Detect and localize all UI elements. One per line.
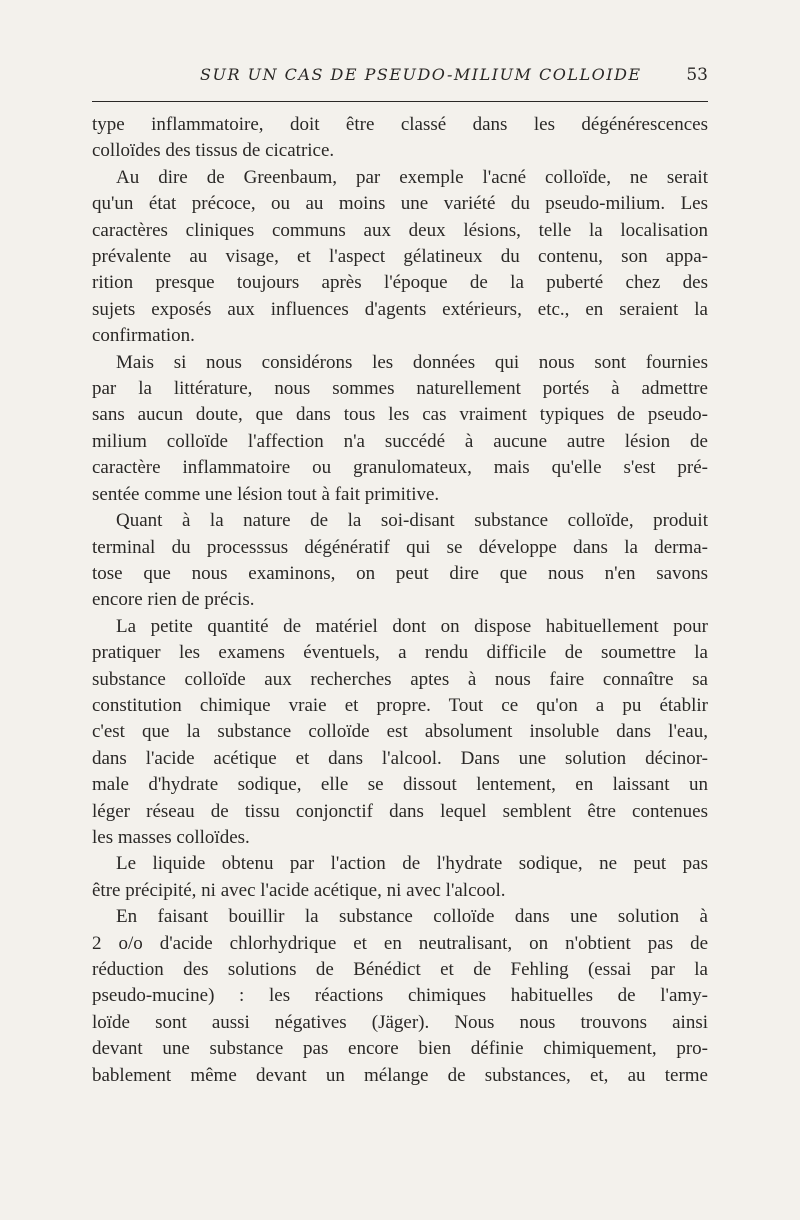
text-line: pseudo-mucine) : les réactions chimiques habituelles de l'amy- [92, 985, 708, 1007]
text-line: par la littérature, nous sommes naturellement portés à admettre [92, 378, 708, 400]
text-line: encore rien de précis. [92, 589, 255, 611]
text-line: sans aucun doute, que dans tous les cas vraiment typiques de pseudo- [92, 404, 708, 426]
text-line: type inflammatoire, doit être classé dans les dégénérescences [92, 114, 708, 135]
text-line: sujets exposés aux influences d'agents extérieurs, etc., en seraient la [92, 298, 708, 320]
body-text [92, 112, 708, 1089]
text-line: caractères cliniques communs aux deux lésions, telle la localisation [92, 219, 708, 241]
text-line: Le liquide obtenu par l'action de l'hydrate sodique, ne peut pas [116, 853, 708, 875]
text-line: les masses colloïdes. [92, 826, 250, 848]
page-number: 53 [686, 65, 708, 85]
text-line: Quant à la nature de la soi-disant substance colloïde, produit [116, 510, 708, 532]
text-line: La petite quantité de matériel dont on dispose habituellement pour [116, 615, 708, 637]
running-title: SUR UN CAS DE PSEUDO-MILIUM COLLOIDE [200, 65, 642, 84]
running-header [92, 65, 708, 93]
text-line: terminal du processsus dégénératif qui se développe dans la derma- [92, 536, 708, 558]
text-line: pratiquer les examens éventuels, a rendu difficile de soumettre la [92, 642, 708, 664]
text-line: dans l'acide acétique et dans l'alcool. Dans une solution décinor- [92, 747, 708, 769]
text-line: devant une substance pas encore bien définie chimiquement, pro- [92, 1038, 708, 1060]
text-line: colloïdes des tissus de cicatrice. [92, 140, 335, 162]
text-line: prévalente au visage, et l'aspect gélatineux du contenu, son appa- [92, 246, 708, 268]
text-line: caractère inflammatoire ou granulomateux, mais qu'elle s'est pré- [92, 457, 708, 479]
text-line: loïde sont aussi négatives (Jäger). Nous nous trouvons ainsi [92, 1011, 708, 1033]
text-line: rition presque toujours après l'époque de la puberté chez des [92, 272, 708, 294]
text-line: 2 o/o d'acide chlorhydrique et en neutralisant, on n'obtient pas de [92, 932, 708, 954]
text-line: Mais si nous considérons les données qui nous sont fournies [116, 351, 708, 373]
text-line: bablement même devant un mélange de substances, et, au terme [92, 1064, 708, 1086]
text-line: substance colloïde aux recherches aptes à nous faire connaître sa [92, 668, 708, 690]
text-line: tose que nous examinons, on peut dire que nous n'en savons [92, 562, 708, 584]
text-line: léger réseau de tissu conjonctif dans lequel semblent être contenues [92, 800, 708, 822]
text-line: être précipité, ni avec l'acide acétique, ni avec l'alcool. [92, 879, 506, 901]
text-line: En faisant bouillir la substance colloïde dans une solution à [116, 906, 708, 928]
text-line: sentée comme une lésion tout à fait primitive. [92, 483, 440, 505]
text-line: c'est que la substance colloïde est absolument insoluble dans l'eau, [92, 721, 708, 743]
header-rule [92, 101, 708, 102]
text-line: confirmation. [92, 325, 195, 347]
text-line: réduction des solutions de Bénédict et de Fehling (essai par la [92, 959, 708, 980]
text-line: constitution chimique vraie et propre. Tout ce qu'on a pu établir [92, 694, 708, 716]
text-line: qu'un état précoce, ou au moins une variété du pseudo-milium. Les [92, 193, 708, 215]
text-line: male d'hydrate sodique, elle se dissout lentement, en laissant un [92, 774, 708, 796]
text-line: Au dire de Greenbaum, par exemple l'acné colloïde, ne serait [116, 166, 708, 188]
text-line: milium colloïde l'affection n'a succédé à aucune autre lésion de [92, 430, 708, 452]
